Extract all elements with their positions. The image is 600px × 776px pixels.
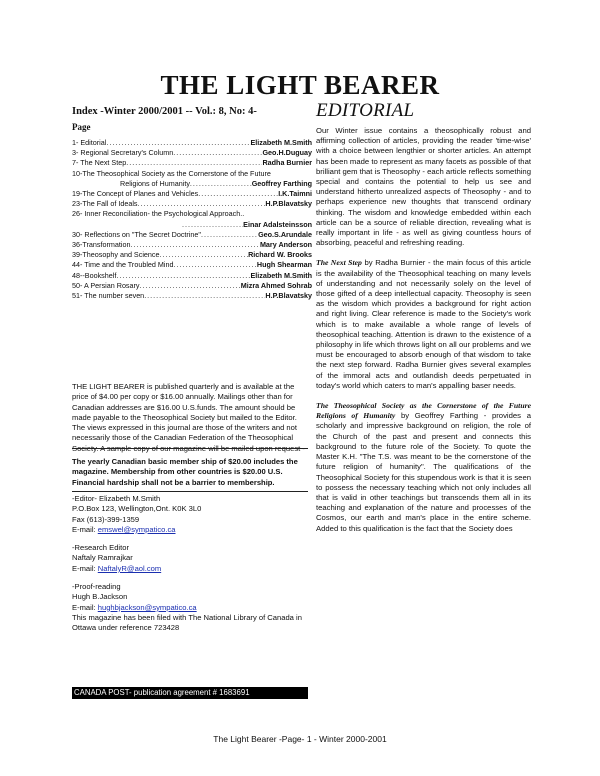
toc-author: I.K.Taimni [278, 189, 312, 199]
toc-row [72, 209, 312, 219]
toc-title: 30- Reflections on "The Secret Doctrine" [72, 229, 201, 239]
research-role: -Research Editor [72, 543, 129, 553]
email-label: E-mail: [72, 524, 98, 534]
toc-title: 19-The Concept of Planes and Vehicles [72, 189, 199, 199]
toc-title: 10-The Theosophical Society as the Cornerstone of the Future [72, 168, 271, 178]
toc-leader [160, 250, 249, 260]
toc-leader [144, 291, 265, 301]
toc-row [72, 281, 312, 291]
toc-row [72, 199, 312, 209]
toc-leader [138, 199, 266, 209]
toc-leader [173, 148, 262, 158]
toc-row [72, 230, 312, 240]
editor-block [72, 494, 308, 535]
proof-email-link[interactable]: hughbjackson@sympatico.ca [97, 602, 197, 612]
editor-email-link[interactable]: emswel@sympatico.ca [97, 524, 176, 534]
toc-title: 39-Theosophy and Science [72, 250, 160, 260]
toc-leader [198, 189, 278, 199]
research-name: Naftaly Ramrajkar [72, 553, 133, 563]
toc-leader [140, 281, 241, 291]
editor-fax: Fax (613)-399-1359 [72, 514, 140, 524]
toc-title: 50- A Persian Rosary [72, 280, 140, 290]
toc-author: Hugh Shearman [256, 260, 312, 270]
toc-leader [173, 260, 256, 270]
toc-author: Radha Burnier [262, 158, 312, 168]
publication-note: THE LIGHT BEARER is published quarterly and is available at the price of $4.00 per copy or $16.00 annually. Mailings other than for Canadian addresses are $16.00 U.S.funds. The amount should be made payable to the Theosophical Society but mailed to the Editor. The views expressed in this journal are those of the writers and not necessarily those of the Canadian Federation of the Theosophical Society. A sample copy of our magazine will be mailed upon request - [72, 382, 305, 453]
toc-author: Einar Adalsteinsson [243, 219, 312, 229]
index-line: Index -Winter 2000/2001 -- Vol.: 8, No: 4- [72, 106, 257, 117]
toc-row [72, 240, 312, 250]
table-of-contents [72, 138, 312, 301]
toc-title: 7- The Next Step [72, 158, 127, 168]
divider [72, 448, 308, 449]
toc-row [72, 291, 312, 301]
article-title-next-step: The Next Step [316, 258, 362, 268]
toc-row [72, 271, 312, 281]
toc-leader [126, 158, 262, 168]
membership-note: The yearly Canadian basic member ship of $20.00 includes the magazine. Membership from other countries is $20.00 U.S. Financial hardship shall not be a barrier to membership. [72, 457, 298, 487]
article-title-cornerstone: The Theosophical Society as the Cornerstone of the Future Religions of Humanity [316, 401, 531, 421]
toc-leader [130, 240, 259, 250]
toc-title: 1- Editorial [72, 138, 107, 147]
email-label: E-mail: [72, 563, 98, 573]
research-block [72, 543, 308, 574]
toc-leader [106, 138, 250, 148]
toc-author: H.P.Blavatsky [265, 291, 312, 301]
page-title: THE LIGHT BEARER [160, 70, 440, 100]
editorial-paragraph [316, 401, 531, 534]
toc-row [72, 189, 312, 199]
toc-author: Mizra Ahmed Sohrab [240, 280, 312, 290]
toc-author: H.P.Blavatsky [265, 199, 312, 209]
toc-title: 3- Regional Secretary's Column [72, 148, 174, 158]
toc-title: 36-Transformation [72, 240, 131, 250]
proof-name: Hugh B.Jackson [72, 592, 128, 602]
toc-author: Elizabeth M.Smith [250, 138, 312, 147]
editorial-paragraph [316, 258, 531, 391]
proof-role: -Proof-reading [72, 582, 121, 592]
toc-author: Geo.H.Duguay [262, 148, 312, 158]
toc-leader [190, 179, 252, 189]
toc-row [72, 169, 312, 179]
toc-leader [201, 230, 258, 240]
toc-row [72, 250, 312, 260]
toc-row [72, 220, 312, 230]
proof-block [72, 582, 308, 613]
editor-role: -Editor- Elizabeth M.Smith [72, 494, 161, 503]
toc-row [72, 148, 312, 158]
toc-row [72, 260, 312, 270]
editorial-heading: EDITORIAL [316, 100, 415, 121]
toc-author: Elizabeth M.Smith [250, 270, 312, 280]
toc-row [72, 179, 312, 189]
canada-post-banner: CANADA POST- publication agreement # 1683691 [72, 687, 308, 699]
paragraph-text: by Radha Burnier - the main focus of this article is the availability of the Theosophical teaching on many levels of understanding and not necessarily solely on the level of those gifted of a deep intellectual capacity. Theosophy is seen as the wisdom which provides a background for right action and right living. Clear reference is made to the Society's work which is to make available a whole range of levels of theosophical teaching. Attention is drawn to the existence of a philosophy in life which throws light on all our problems and we must be encouraged to absorb enough of that wisdom to take the next step forward. Radha Burnier gives several examples of the immoral acts and outlandish deeds perpetuated in today's world which caters to man's appalling baser needs. [316, 258, 532, 390]
toc-title: 26- Inner Reconciliation- the Psychological Approach.. [72, 209, 245, 219]
library-note: This magazine has been filed with The National Library of Canada in Ottawa under reference 723428 [72, 612, 302, 633]
toc-author: Geo.S.Arundale [258, 229, 312, 239]
toc-author: Geoffrey Farthing [251, 178, 312, 188]
toc-title: 48--Bookshelf [72, 270, 117, 280]
toc-title: 51- The number seven [72, 291, 145, 301]
staff-contacts [72, 494, 308, 634]
toc-row [72, 158, 312, 168]
editor-address: P.O.Box 123, Wellington,Ont. K0K 3L0 [72, 504, 202, 514]
toc-title: Religions of Humanity [120, 178, 190, 188]
research-email-link[interactable]: NaftalyR@aol.com [97, 563, 162, 573]
toc-title: 23-The Fall of Ideals [72, 199, 138, 209]
editorial-paragraph: Our Winter issue contains a theosophically robust and affirming collection of articles, providing the reader 'time-wise' with a choice between lengthier or shorter articles. An attempt has been made to represent as many facets as possible of that brilliant gem that is Theosophy - each article reflects something special and contains the potential to help us see and understand hitherto unrealized aspects of Theosophy - and to perhaps experience new thoughts that transcend ordinary thinking. The wisdom and knowledge embedded within each article can be a source of reliable direction, revealing what is really important in life - as well as giving countless hours of absorbing, peaceful and refreshing reading. [316, 126, 531, 248]
toc-title: 44- Time and the Troubled Mind [72, 260, 174, 270]
toc-author: Richard W. Brooks [248, 250, 312, 260]
toc-leader [182, 220, 243, 230]
toc-row [72, 138, 312, 148]
divider [72, 491, 308, 492]
page-footer: The Light Bearer -Page- 1 - Winter 2000-2001 [213, 734, 387, 744]
toc-leader [116, 271, 250, 281]
toc-author: Mary Anderson [259, 240, 312, 250]
editorial-body [316, 126, 531, 544]
email-label: E-mail: [72, 602, 98, 612]
page-column-label: Page [72, 122, 91, 132]
paragraph-text: by Geoffrey Farthing - provides a scholarly and impressive background on religion, the role of the Church of the past and present and connects this background to the future role of the Society. To quote the Master K.H. "The T.S. was meant to be the cornerstone of the future religion of humanity". The qualifications of the Theosophical Society for this stupendous work is that it is seen to possess the necessary teaching which not only includes all that is valid in other teachings but transcends them all in its teaching and explanation of the nature and processes of the Cosmos, our earth and man's place in the entire scheme. Added to this qualification is the fact that the Society does [316, 411, 531, 533]
